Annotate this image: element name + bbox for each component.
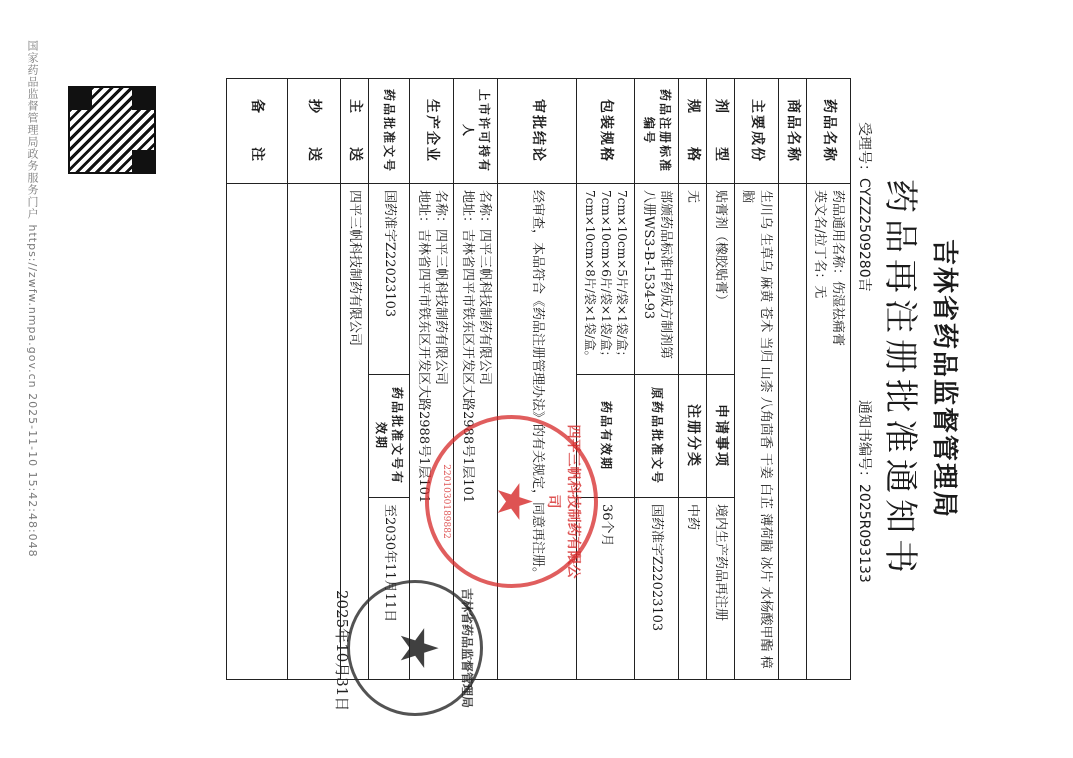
document-title: 药品再注册批准通知书: [880, 179, 920, 579]
approval-number-label: 药品批准文号: [368, 79, 409, 184]
manufacturer-name: 名称：四平三帆科技制药有限公司: [433, 190, 449, 386]
table-row: [779, 79, 807, 680]
qr-code: [68, 86, 156, 174]
ingredients-label: 主要成份: [734, 79, 778, 184]
issuing-authority: 吉林省药品监督管理局: [929, 238, 959, 519]
conclusion-value: 经审查，本品符合《药品注册管理办法》的有关规定，同意再注册。: [498, 184, 577, 680]
table-row: [734, 79, 778, 680]
packaging-value: 7cm×10cm×5片/袋×1袋/盒；7cm×10cm×6片/袋×1袋/盒；7cm×10cm×8片/袋×1袋/盒。: [577, 184, 635, 375]
drug-general-name: 药品通用名称：伤湿祛痛膏: [830, 190, 845, 347]
mah-label: 上市许可持有人: [454, 79, 498, 184]
approval-table: [226, 78, 851, 680]
approval-validity-value: 至2030年11月11日: [368, 498, 409, 680]
approval-number-value: 国药准字Z22023103: [368, 184, 409, 375]
table-row: [806, 79, 850, 680]
specification-label: 规 格: [679, 79, 707, 184]
company-seal-name: 四平三帆科技制药有限公司: [545, 424, 581, 579]
validity-label: 药品有效期: [577, 375, 635, 498]
seal-star-icon: ★: [388, 624, 448, 672]
remarks-value: [227, 184, 288, 680]
authority-seal-name: 吉林省药品监督管理局: [460, 587, 474, 708]
table-row: [707, 79, 735, 680]
drug-name-label: 药品名称: [806, 79, 850, 184]
standard-number-label: 药品注册标准编号: [635, 79, 679, 184]
conclusion-label: 审批结论: [498, 79, 577, 184]
company-seal-code: 2201030189882: [441, 464, 451, 539]
table-row: [679, 79, 707, 680]
registration-category-value: 中药: [679, 498, 707, 680]
ingredients-value: 生川乌 生草乌 麻黄 苍术 当归 山柰 八角茴香 干姜 白芷 薄荷脑 冰片 水杨酸甲酯 樟脑: [734, 184, 778, 680]
main-recipient-value: 四平三帆科技制药有限公司: [341, 184, 369, 680]
drug-name-cell: [806, 184, 850, 680]
company-seal: [425, 415, 598, 588]
specification-value: 无: [679, 184, 707, 375]
registration-category-label: 注册分类: [679, 375, 707, 498]
portal-footer-text: 国家药品监督管理局政务服务门户 https://zwfw.nmpa.gov.cn 2025-11-10 15:42:48:048: [26, 40, 39, 558]
original-approval-label: 原药品批准文号: [635, 375, 679, 498]
drug-english-name: 英文名/拉丁名：无: [812, 190, 828, 299]
mah-address: 地址：吉林省四平市铁东区开发区大路2988号1层101: [459, 190, 475, 504]
mah-name: 名称：四平三帆科技制药有限公司: [477, 190, 493, 386]
copy-to-label: 抄 送: [288, 79, 341, 184]
notice-number: 通知书编号：2025R093133: [856, 400, 872, 583]
trade-name-value: [779, 184, 807, 680]
authority-seal: [347, 580, 483, 716]
dosage-form-label: 剂 型: [707, 79, 735, 184]
dosage-form-value: 贴膏剂（橡胶贴膏）: [707, 184, 735, 375]
issue-date: 2025年10月31日: [333, 590, 351, 712]
validity-value: 36个月: [577, 498, 635, 680]
seal-star-icon: ★: [486, 479, 542, 524]
application-type-label: 申请事项: [707, 375, 735, 498]
remarks-label: 备 注: [227, 79, 288, 184]
original-approval-value: 国药准字Z22023103: [635, 498, 679, 680]
acceptance-number: 受理号：CYZZ2509280吉: [856, 122, 872, 292]
table-row: [577, 79, 635, 680]
application-type-value: 境内生产药品再注册: [707, 498, 735, 680]
table-row: [635, 79, 679, 680]
approval-validity-label: 药品批准文号有效期: [368, 375, 409, 498]
manufacturer-label: 生产企业: [410, 79, 454, 184]
table-row: [227, 79, 288, 680]
packaging-label: 包装规格: [577, 79, 635, 184]
main-recipient-label: 主 送: [341, 79, 369, 184]
manufacturer-address: 地址：吉林省四平市铁东区开发区大路2988号1层101: [415, 190, 431, 504]
table-row: [498, 79, 577, 680]
standard-number-value: 部颁药品标准中药成方制剂第八册WS3-B-1534-93: [635, 184, 679, 375]
trade-name-label: 商品名称: [779, 79, 807, 184]
